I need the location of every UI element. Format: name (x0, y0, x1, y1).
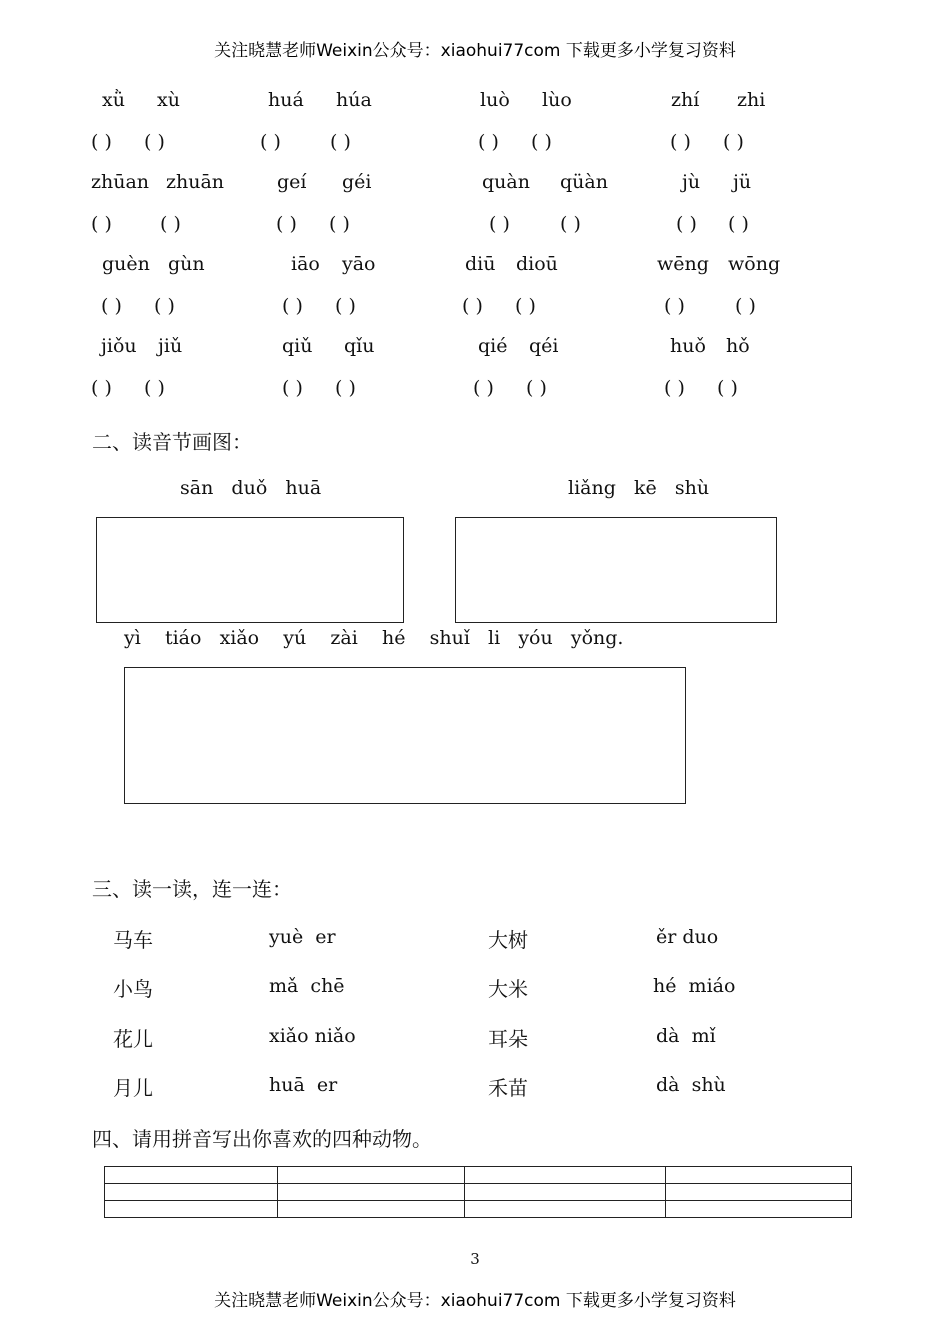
match-word[interactable]: 大树 (488, 928, 528, 952)
answer-blank[interactable]: ( ) (723, 131, 744, 153)
pinyin-option: géi (342, 171, 372, 193)
answer-blank[interactable]: ( ) (91, 377, 112, 399)
match-pinyin[interactable]: huā er (269, 1074, 338, 1096)
drawing-box-3[interactable] (124, 667, 686, 804)
answer-blank[interactable]: ( ) (676, 213, 697, 235)
answer-blank[interactable]: ( ) (664, 295, 685, 317)
section-4-title: 四、请用拼音写出你喜欢的四种动物。 (92, 1127, 432, 1151)
pinyin-option: luò (480, 89, 510, 111)
pinyin-option: zhūan (91, 171, 150, 193)
pinyin-option: jiǔ (158, 335, 183, 357)
pinyin-option: qüàn (560, 171, 608, 193)
answer-blank[interactable]: ( ) (473, 377, 494, 399)
pinyin-option: jü (733, 171, 752, 193)
match-pinyin[interactable]: xiǎo niǎo (269, 1025, 356, 1047)
answer-blank[interactable]: ( ) (462, 295, 483, 317)
drawing-box-2[interactable] (455, 517, 777, 623)
pinyin-option: qéi (529, 335, 559, 357)
pinyin-option: yāo (342, 253, 376, 275)
answer-blank[interactable]: ( ) (560, 213, 581, 235)
answer-blank[interactable]: ( ) (478, 131, 499, 153)
match-word[interactable]: 马车 (113, 928, 153, 952)
drawing-prompt-2: liǎng kē shù (568, 477, 710, 499)
pinyin-option: geí (277, 171, 307, 193)
section-3-title: 三、读一读，连一连： (92, 877, 292, 901)
match-pinyin[interactable]: ěr duo (656, 926, 719, 948)
match-word[interactable]: 小鸟 (113, 977, 153, 1001)
pinyin-option: zhí (671, 89, 700, 111)
answer-blank[interactable]: ( ) (160, 213, 181, 235)
answer-grid[interactable] (104, 1166, 852, 1218)
grid-line (105, 1183, 851, 1184)
match-pinyin[interactable]: yuè er (269, 926, 336, 948)
pinyin-option: xù (157, 89, 180, 111)
pinyin-option: diū (465, 253, 496, 275)
answer-blank[interactable]: ( ) (664, 377, 685, 399)
match-word[interactable]: 耳朵 (488, 1027, 528, 1051)
drawing-prompt-1: sān duǒ huā (180, 477, 322, 499)
answer-blank[interactable]: ( ) (515, 295, 536, 317)
answer-blank[interactable]: ( ) (717, 377, 738, 399)
answer-blank[interactable]: ( ) (489, 213, 510, 235)
pinyin-option: qǐu (344, 335, 375, 357)
drawing-prompt-3: yì tiáo xiǎo yú zài hé shuǐ li yóu yǒng. (124, 627, 624, 649)
answer-blank[interactable]: ( ) (91, 131, 112, 153)
drawing-box-1[interactable] (96, 517, 404, 623)
answer-blank[interactable]: ( ) (282, 295, 303, 317)
pinyin-option: xǜ (102, 89, 125, 111)
match-word[interactable]: 花儿 (113, 1027, 153, 1051)
answer-blank[interactable]: ( ) (154, 295, 175, 317)
match-word[interactable]: 禾苗 (488, 1076, 528, 1100)
pinyin-option: quàn (482, 171, 530, 193)
answer-blank[interactable]: ( ) (276, 213, 297, 235)
match-pinyin[interactable]: dà mǐ (656, 1025, 716, 1047)
answer-blank[interactable]: ( ) (330, 131, 351, 153)
pinyin-option: jiǒu (101, 335, 137, 357)
pinyin-option: huá (268, 89, 304, 111)
pinyin-option: wōng (728, 253, 781, 275)
answer-blank[interactable]: ( ) (335, 377, 356, 399)
match-pinyin[interactable]: hé miáo (653, 975, 736, 997)
pinyin-option: zhuān (166, 171, 225, 193)
section-2-title: 二、读音节画图： (92, 430, 252, 454)
pinyin-option: qiǔ (282, 335, 313, 357)
pinyin-option: húa (336, 89, 372, 111)
pinyin-option: wēng (657, 253, 709, 275)
match-pinyin[interactable]: dà shù (656, 1074, 726, 1096)
grid-line (277, 1167, 278, 1217)
grid-line (464, 1167, 465, 1217)
answer-blank[interactable]: ( ) (531, 131, 552, 153)
grid-line (665, 1167, 666, 1217)
answer-blank[interactable]: ( ) (329, 213, 350, 235)
pinyin-option: qié (478, 335, 508, 357)
answer-blank[interactable]: ( ) (670, 131, 691, 153)
answer-blank[interactable]: ( ) (101, 295, 122, 317)
page-number: 3 (470, 1250, 480, 1268)
match-pinyin[interactable]: mǎ chē (269, 975, 345, 997)
grid-line (105, 1200, 851, 1201)
match-word[interactable]: 大米 (488, 977, 528, 1001)
answer-blank[interactable]: ( ) (144, 131, 165, 153)
pinyin-option: hǒ (726, 335, 750, 357)
pinyin-option: iāo (291, 253, 320, 275)
answer-blank[interactable]: ( ) (735, 295, 756, 317)
answer-blank[interactable]: ( ) (91, 213, 112, 235)
answer-blank[interactable]: ( ) (260, 131, 281, 153)
pinyin-option: guèn (102, 253, 150, 275)
pinyin-option: dioū (516, 253, 558, 275)
page-header: 关注晓慧老师Weixin公众号：xiaohui77com 下载更多小学复习资料 (214, 41, 736, 61)
pinyin-option: zhi (737, 89, 766, 111)
answer-blank[interactable]: ( ) (728, 213, 749, 235)
answer-blank[interactable]: ( ) (282, 377, 303, 399)
pinyin-option: jù (682, 171, 701, 193)
pinyin-option: gùn (168, 253, 205, 275)
page-footer: 关注晓慧老师Weixin公众号：xiaohui77com 下载更多小学复习资料 (214, 1291, 736, 1311)
pinyin-option: huǒ (670, 335, 706, 357)
answer-blank[interactable]: ( ) (144, 377, 165, 399)
answer-blank[interactable]: ( ) (526, 377, 547, 399)
match-word[interactable]: 月儿 (113, 1076, 153, 1100)
pinyin-option: lùo (542, 89, 572, 111)
answer-blank[interactable]: ( ) (335, 295, 356, 317)
